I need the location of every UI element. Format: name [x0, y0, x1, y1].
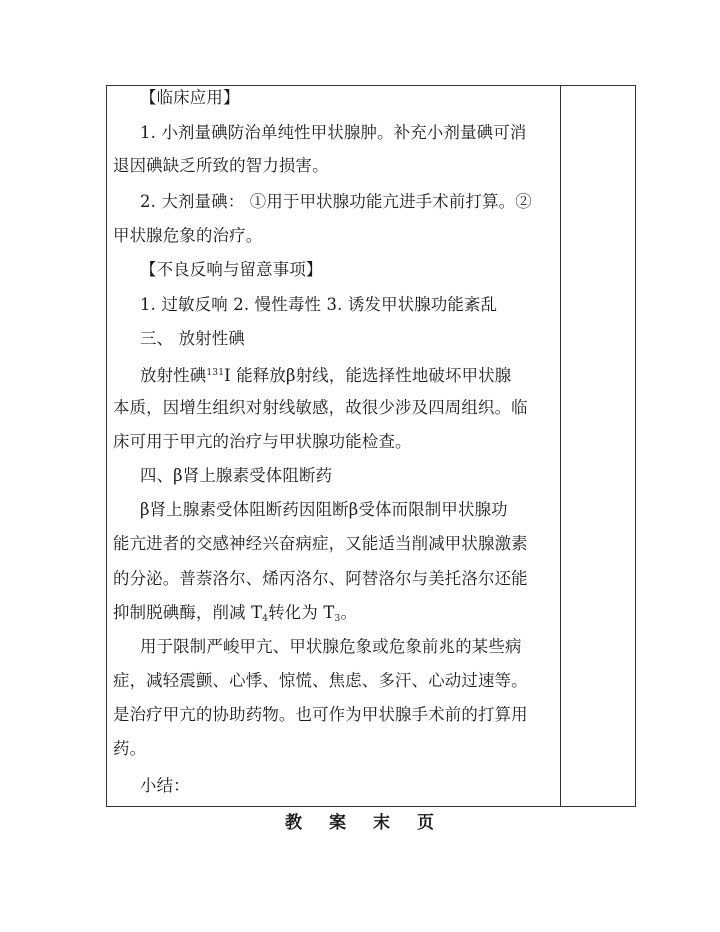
text-line: 症，减轻震颤、心悸、惊慌、焦虑、多汗、心动过速等。	[113, 671, 528, 690]
text-line: 床可用于甲亢的治疗与甲状腺功能检查。	[113, 432, 412, 451]
text-line: 退因碘缺乏所致的智力损害。	[113, 156, 329, 175]
footer-char: 案	[329, 813, 347, 833]
page-footer	[0, 808, 720, 833]
text-line: β肾上腺素受体阻断药因阻断β受体而限制甲状腺功	[140, 500, 508, 519]
text-line: 的分泌。普萘洛尔、烯丙洛尔、阿替洛尔与美托洛尔还能	[113, 569, 528, 588]
text-line: 能亢进者的交感神经兴奋病症，又能适当削减甲状腺激素	[113, 534, 528, 553]
text-line: 1. 过敏反响 2. 慢性毒性 3. 诱发甲状腺功能紊乱	[140, 295, 498, 314]
subscript: 4	[262, 614, 269, 624]
column-divider	[560, 85, 561, 807]
text-fragment: 。	[340, 603, 358, 622]
summary-label: 小结：	[140, 776, 190, 795]
text-fragment: I 能释放β射线，能选择性地破坏甲状腺	[224, 366, 512, 385]
text-fragment: 抑制脱碘酶，削减 T	[113, 603, 263, 622]
section-heading-adverse: 【不良反响与留意事项】	[140, 260, 323, 279]
footer-char: 末	[373, 813, 391, 833]
text-line: 甲状腺危象的治疗。	[113, 226, 263, 245]
t4-line	[113, 603, 357, 629]
isotope-superscript: 131	[206, 368, 225, 378]
footer-char: 页	[417, 813, 435, 833]
radioiodine-line	[140, 363, 511, 386]
text-line: 2. 大剂量碘： ①用于甲状腺功能亢进手术前打算。②	[140, 192, 532, 211]
text-line: 药。	[113, 739, 147, 758]
section-heading-clinical: 【临床应用】	[140, 88, 240, 107]
text-line: 是治疗甲亢的协助药物。也可作为甲状腺手术前的打算用	[113, 705, 528, 724]
text-line: 1. 小剂量碘防治单纯性甲状腺肿。补充小剂量碘可消	[140, 123, 527, 142]
footer-char: 教	[285, 813, 303, 833]
section-heading-radioiodine: 三、 放射性碘	[140, 329, 245, 348]
text-line: 本质，因增生组织对射线敏感，故很少涉及四周组织。临	[113, 398, 528, 417]
text-line: 用于限制严峻甲亢、甲状腺危象或危象前兆的某些病	[140, 637, 522, 656]
section-heading-beta-blockers: 四、β肾上腺素受体阻断药	[140, 466, 333, 485]
text-fragment: 放射性碘	[140, 366, 207, 385]
text-fragment: 转化为 T	[268, 603, 335, 622]
subscript: 3	[334, 614, 341, 624]
